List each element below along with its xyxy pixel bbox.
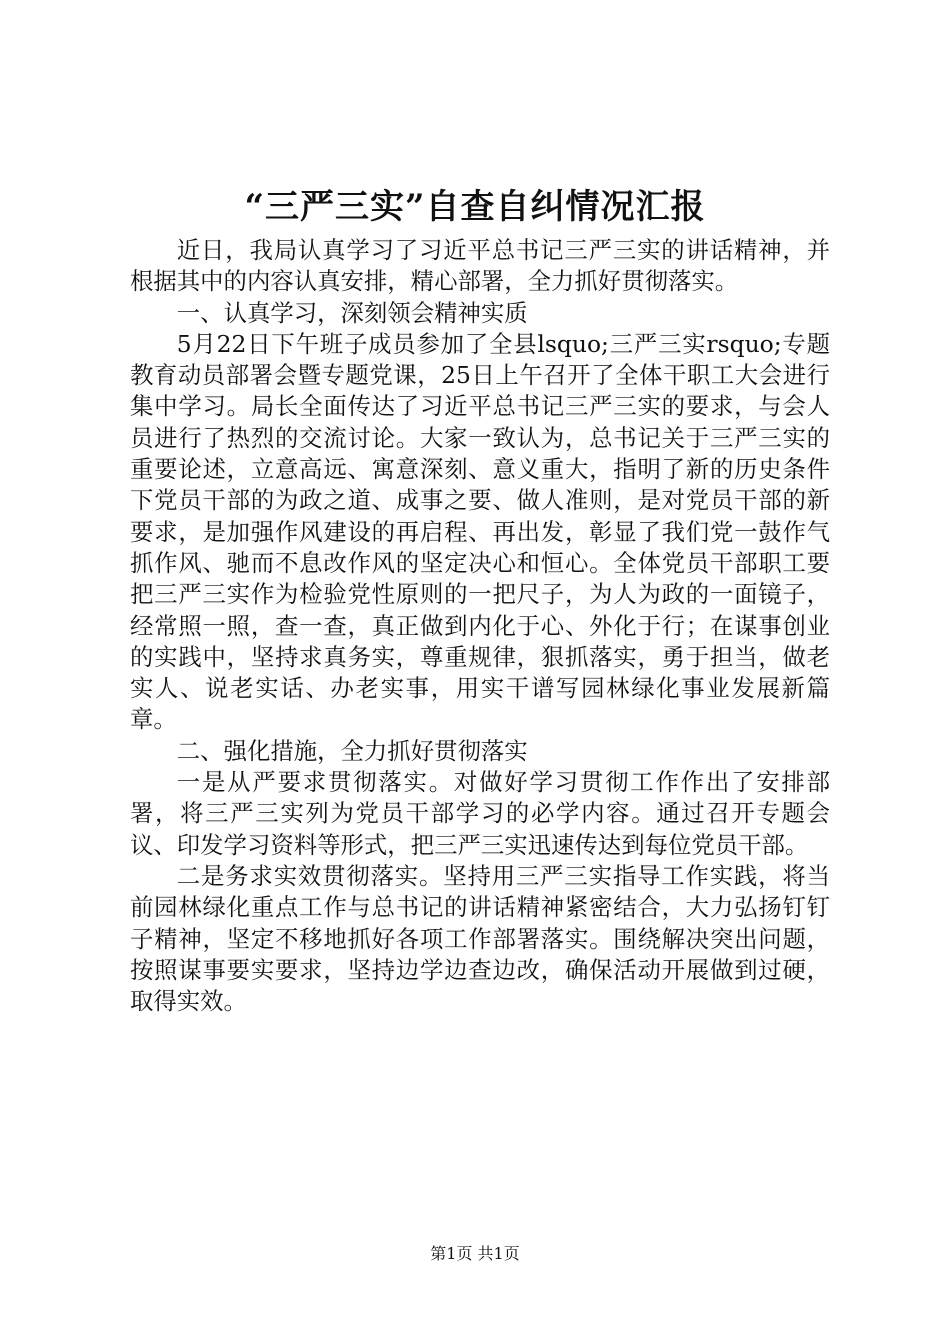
paragraph-measure-2: 二是务求实效贯彻落实。坚持用三严三实指导工作实践，将当前园林绿化重点工作与总书记的讲话精神紧密结合，大力弘扬钉钉子精神，坚定不移地抓好各项工作部署落实。围绕解决突出问题，按照谋事要实要求，坚持边学边查边改，确保活动开展做到过硬，取得实效。	[130, 861, 830, 1016]
page-number: 第1页 共1页	[430, 1244, 520, 1263]
paragraph-measure-1: 一是从严要求贯彻落实。对做好学习贯彻工作作出了安排部署，将三严三实列为党员干部学习的必学内容。通过召开专题会议、印发学习资料等形式，把三严三实迅速传达到每位党员干部。	[130, 768, 830, 859]
section-heading-2: 二、强化措施，全力抓好贯彻落实	[176, 736, 528, 765]
paragraph-intro: 近日，我局认真学习了习近平总书记三严三实的讲话精神，并根据其中的内容认真安排，精心部署，全力抓好贯彻落实。	[130, 236, 830, 296]
section-heading-1: 一、认真学习，深刻领会精神实质	[176, 298, 528, 327]
document-body	[130, 235, 830, 1017]
paragraph-study: 5月22日下午班子成员参加了全县lsquo;三严三实rsquo;专题教育动员部署会暨专题党课，25日上午召开了全体干职工大会进行集中学习。局长全面传达了习近平总书记三严三实的要求，与会人员进行了热烈的交流讨论。大家一致认为，总书记关于三严三实的重要论述，立意高远、寓意深刻、意义重大，指明了新的历史条件下党员干部的为政之道、成事之要、做人准则，是对党员干部的新要求，是加强作风建设的再启程、再出发，彰显了我们党一鼓作气抓作风、驰而不息改作风的坚定决心和恒心。全体党员干部职工要把三严三实作为检验党性原则的一把尺子，为人为政的一面镜子，经常照一照，查一查，真正做到内化于心、外化于行；在谋事创业的实践中，坚持求真务实，尊重规律，狠抓落实，勇于担当，做老实人、说老实话、办老实事，用实干谱写园林绿化事业发展新篇章。	[130, 329, 830, 734]
page-title: “三严三实”自查自纠情况汇报	[244, 187, 706, 227]
